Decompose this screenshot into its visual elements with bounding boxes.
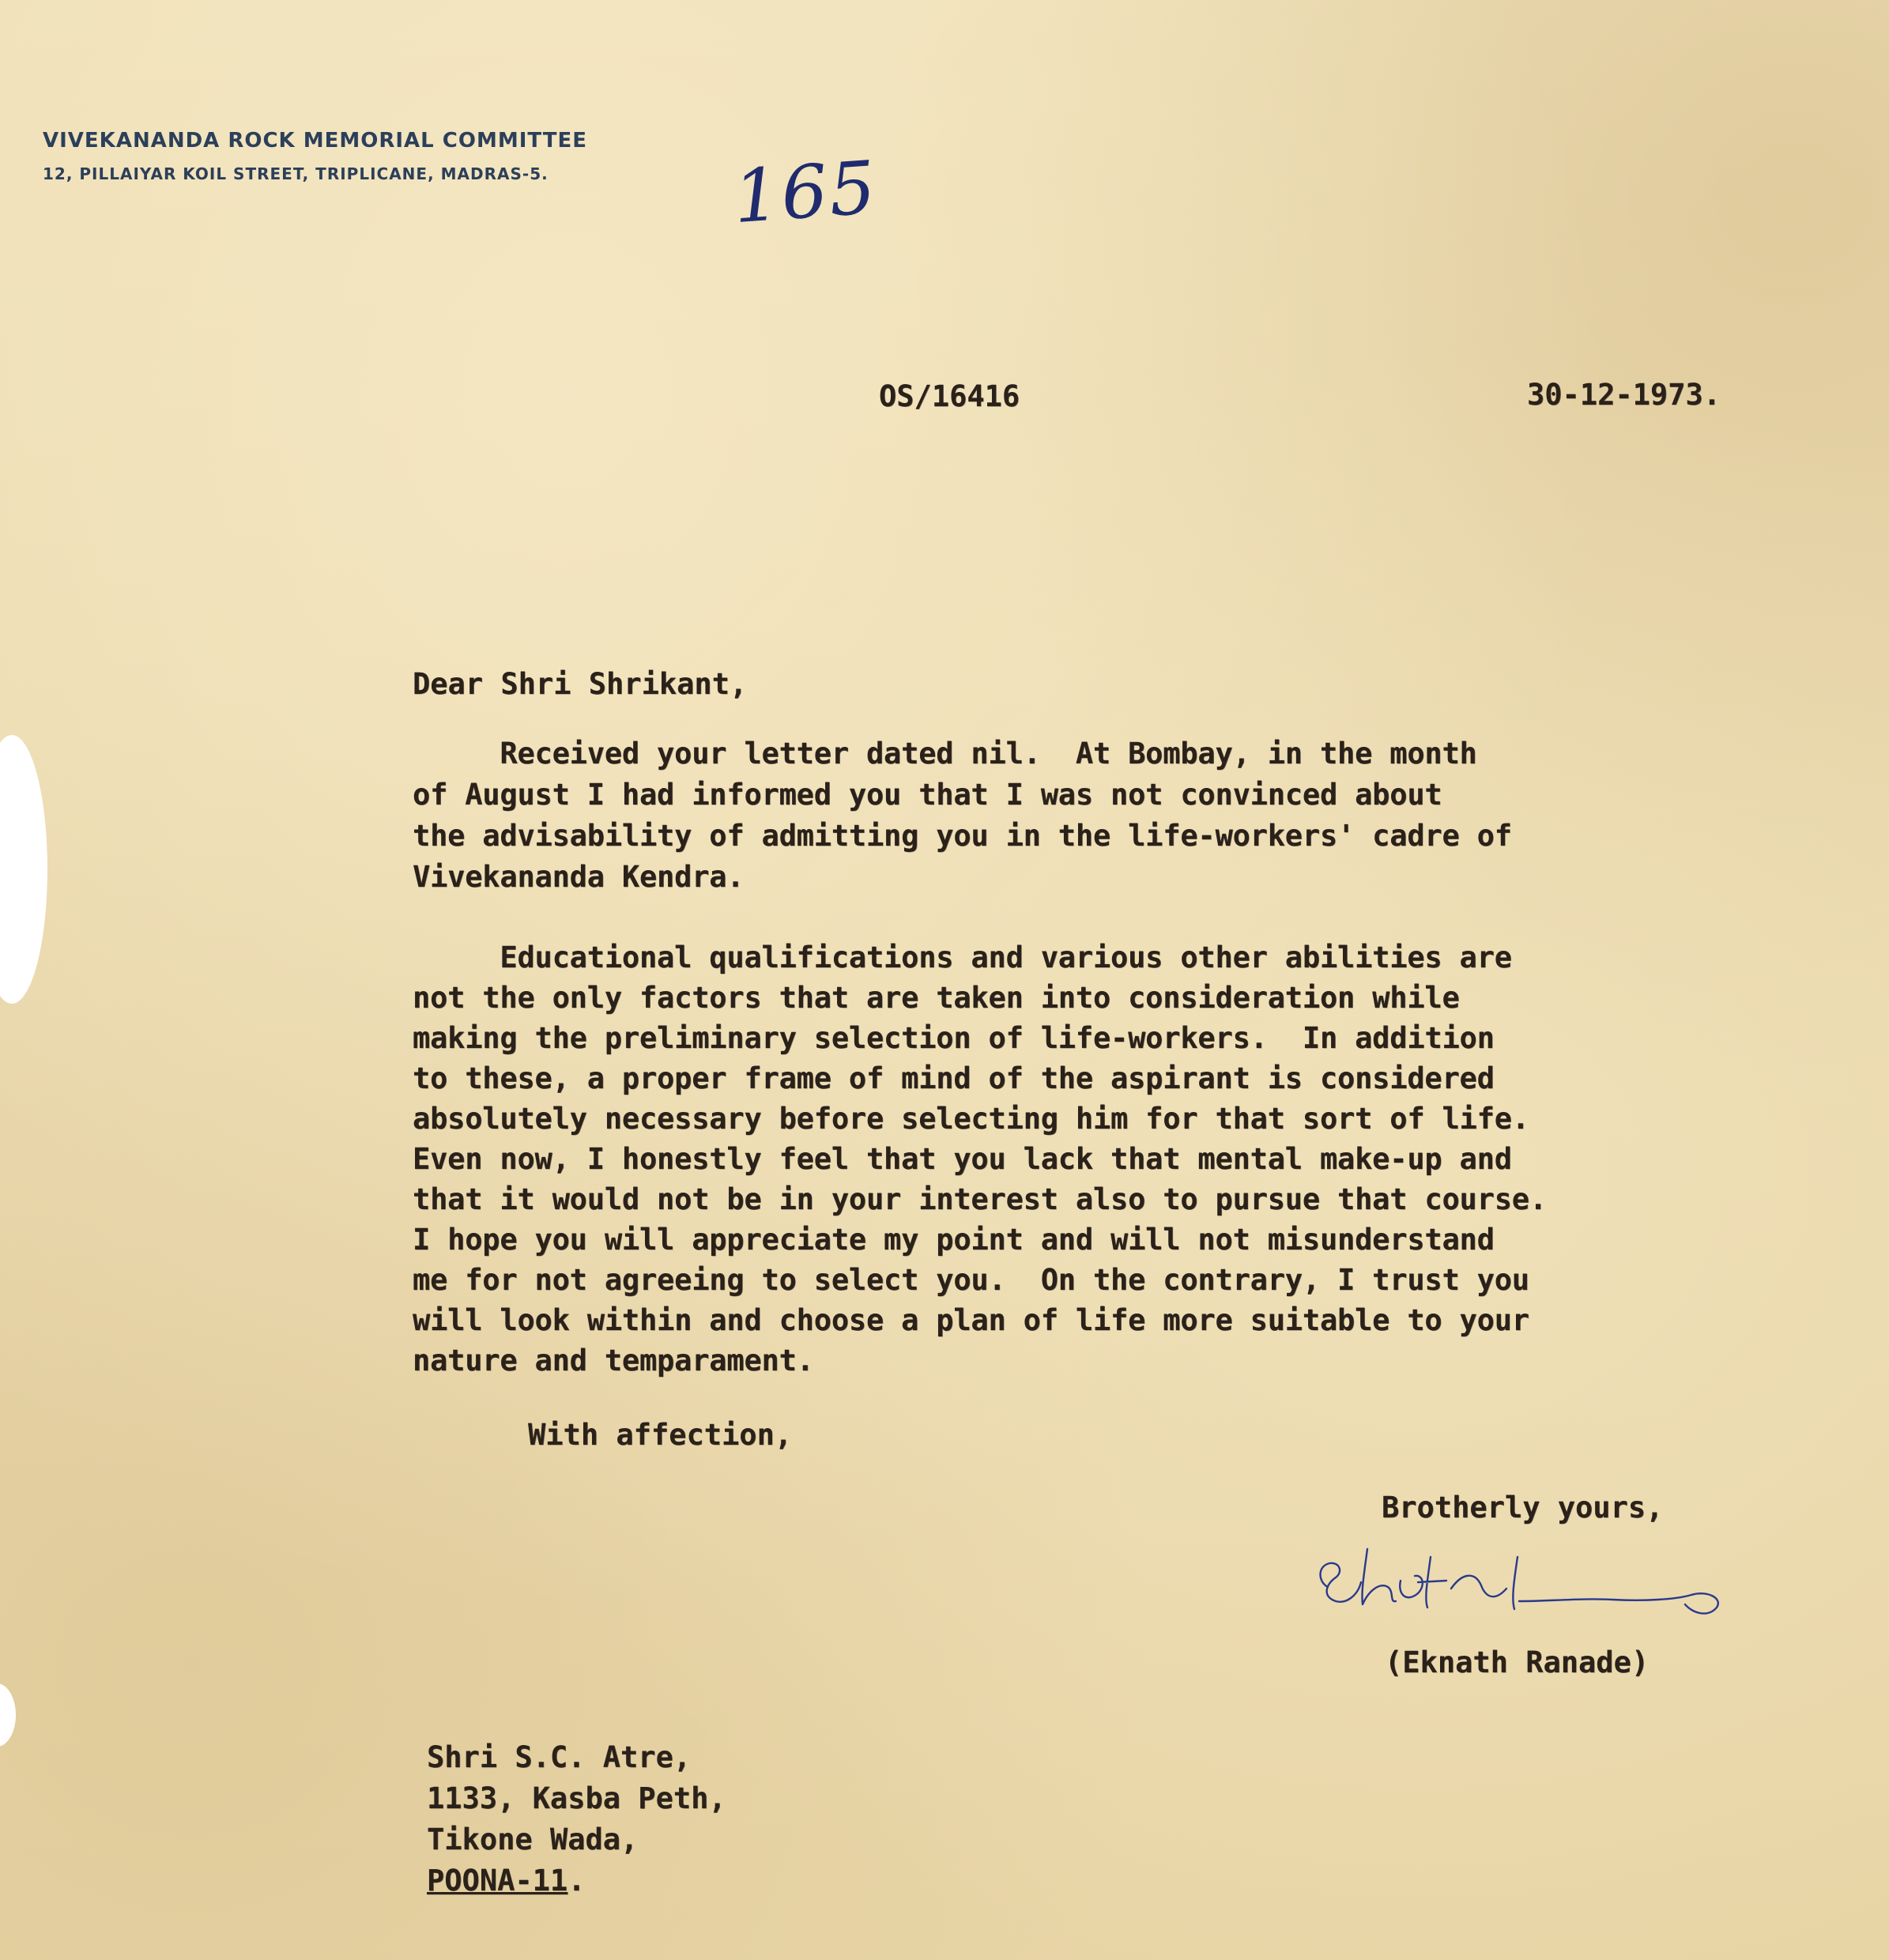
reference-number: OS/16416	[879, 379, 1020, 413]
punch-hole-left-lower	[0, 1683, 16, 1747]
recipient-city-line	[427, 1864, 586, 1898]
closing-line: Brotherly yours,	[1382, 1491, 1664, 1525]
letter-date: 30-12-1973.	[1527, 378, 1721, 412]
body-line: not the only factors that are taken into consideration while	[413, 981, 1460, 1015]
body-line: that it would not be in your interest also to pursue that course.	[413, 1182, 1547, 1216]
recipient-city-suffix: .	[567, 1864, 586, 1898]
letterhead-address: 12, PILLAIYAR KOIL STREET, TRIPLICANE, MADRAS-5.	[43, 164, 549, 183]
body-line: of August I had informed you that I was not convinced about	[413, 778, 1442, 812]
salutation: Dear Shri Shrikant,	[413, 667, 748, 701]
body-line: me for not agreeing to select you. On the contrary, I trust you	[413, 1263, 1529, 1297]
body-line: will look within and choose a plan of life more suitable to your	[413, 1303, 1529, 1337]
handwritten-number: 165	[730, 145, 880, 240]
affection-line: With affection,	[528, 1418, 793, 1452]
body-line: to these, a proper frame of mind of the aspirant is considered	[413, 1061, 1495, 1095]
recipient-city: POONA-11	[427, 1864, 568, 1898]
handwritten-signature	[1312, 1525, 1755, 1628]
recipient-street: 1133, Kasba Peth,	[427, 1781, 726, 1815]
body-line: nature and temparament.	[413, 1344, 814, 1378]
recipient-name: Shri S.C. Atre,	[427, 1740, 692, 1774]
body-line: Vivekananda Kendra.	[413, 860, 745, 894]
body-line: the advisability of admitting you in the life-workers' cadre of	[413, 819, 1512, 853]
torn-edge-left-upper	[0, 735, 47, 1004]
signatory-name: (Eknath Ranade)	[1385, 1645, 1650, 1679]
recipient-locality: Tikone Wada,	[427, 1822, 639, 1856]
letterhead-organization: VIVEKANANDA ROCK MEMORIAL COMMITTEE	[43, 129, 587, 153]
body-line: Received your letter dated nil. At Bombay, in the month	[413, 737, 1477, 771]
body-line: Educational qualifications and various other abilities are	[413, 940, 1512, 974]
body-line: making the preliminary selection of life-workers. In addition	[413, 1021, 1495, 1055]
body-line: Even now, I honestly feel that you lack that mental make-up and	[413, 1142, 1512, 1176]
body-line: absolutely necessary before selecting him for that sort of life.	[413, 1102, 1529, 1136]
body-line: I hope you will appreciate my point and will not misunderstand	[413, 1223, 1495, 1257]
